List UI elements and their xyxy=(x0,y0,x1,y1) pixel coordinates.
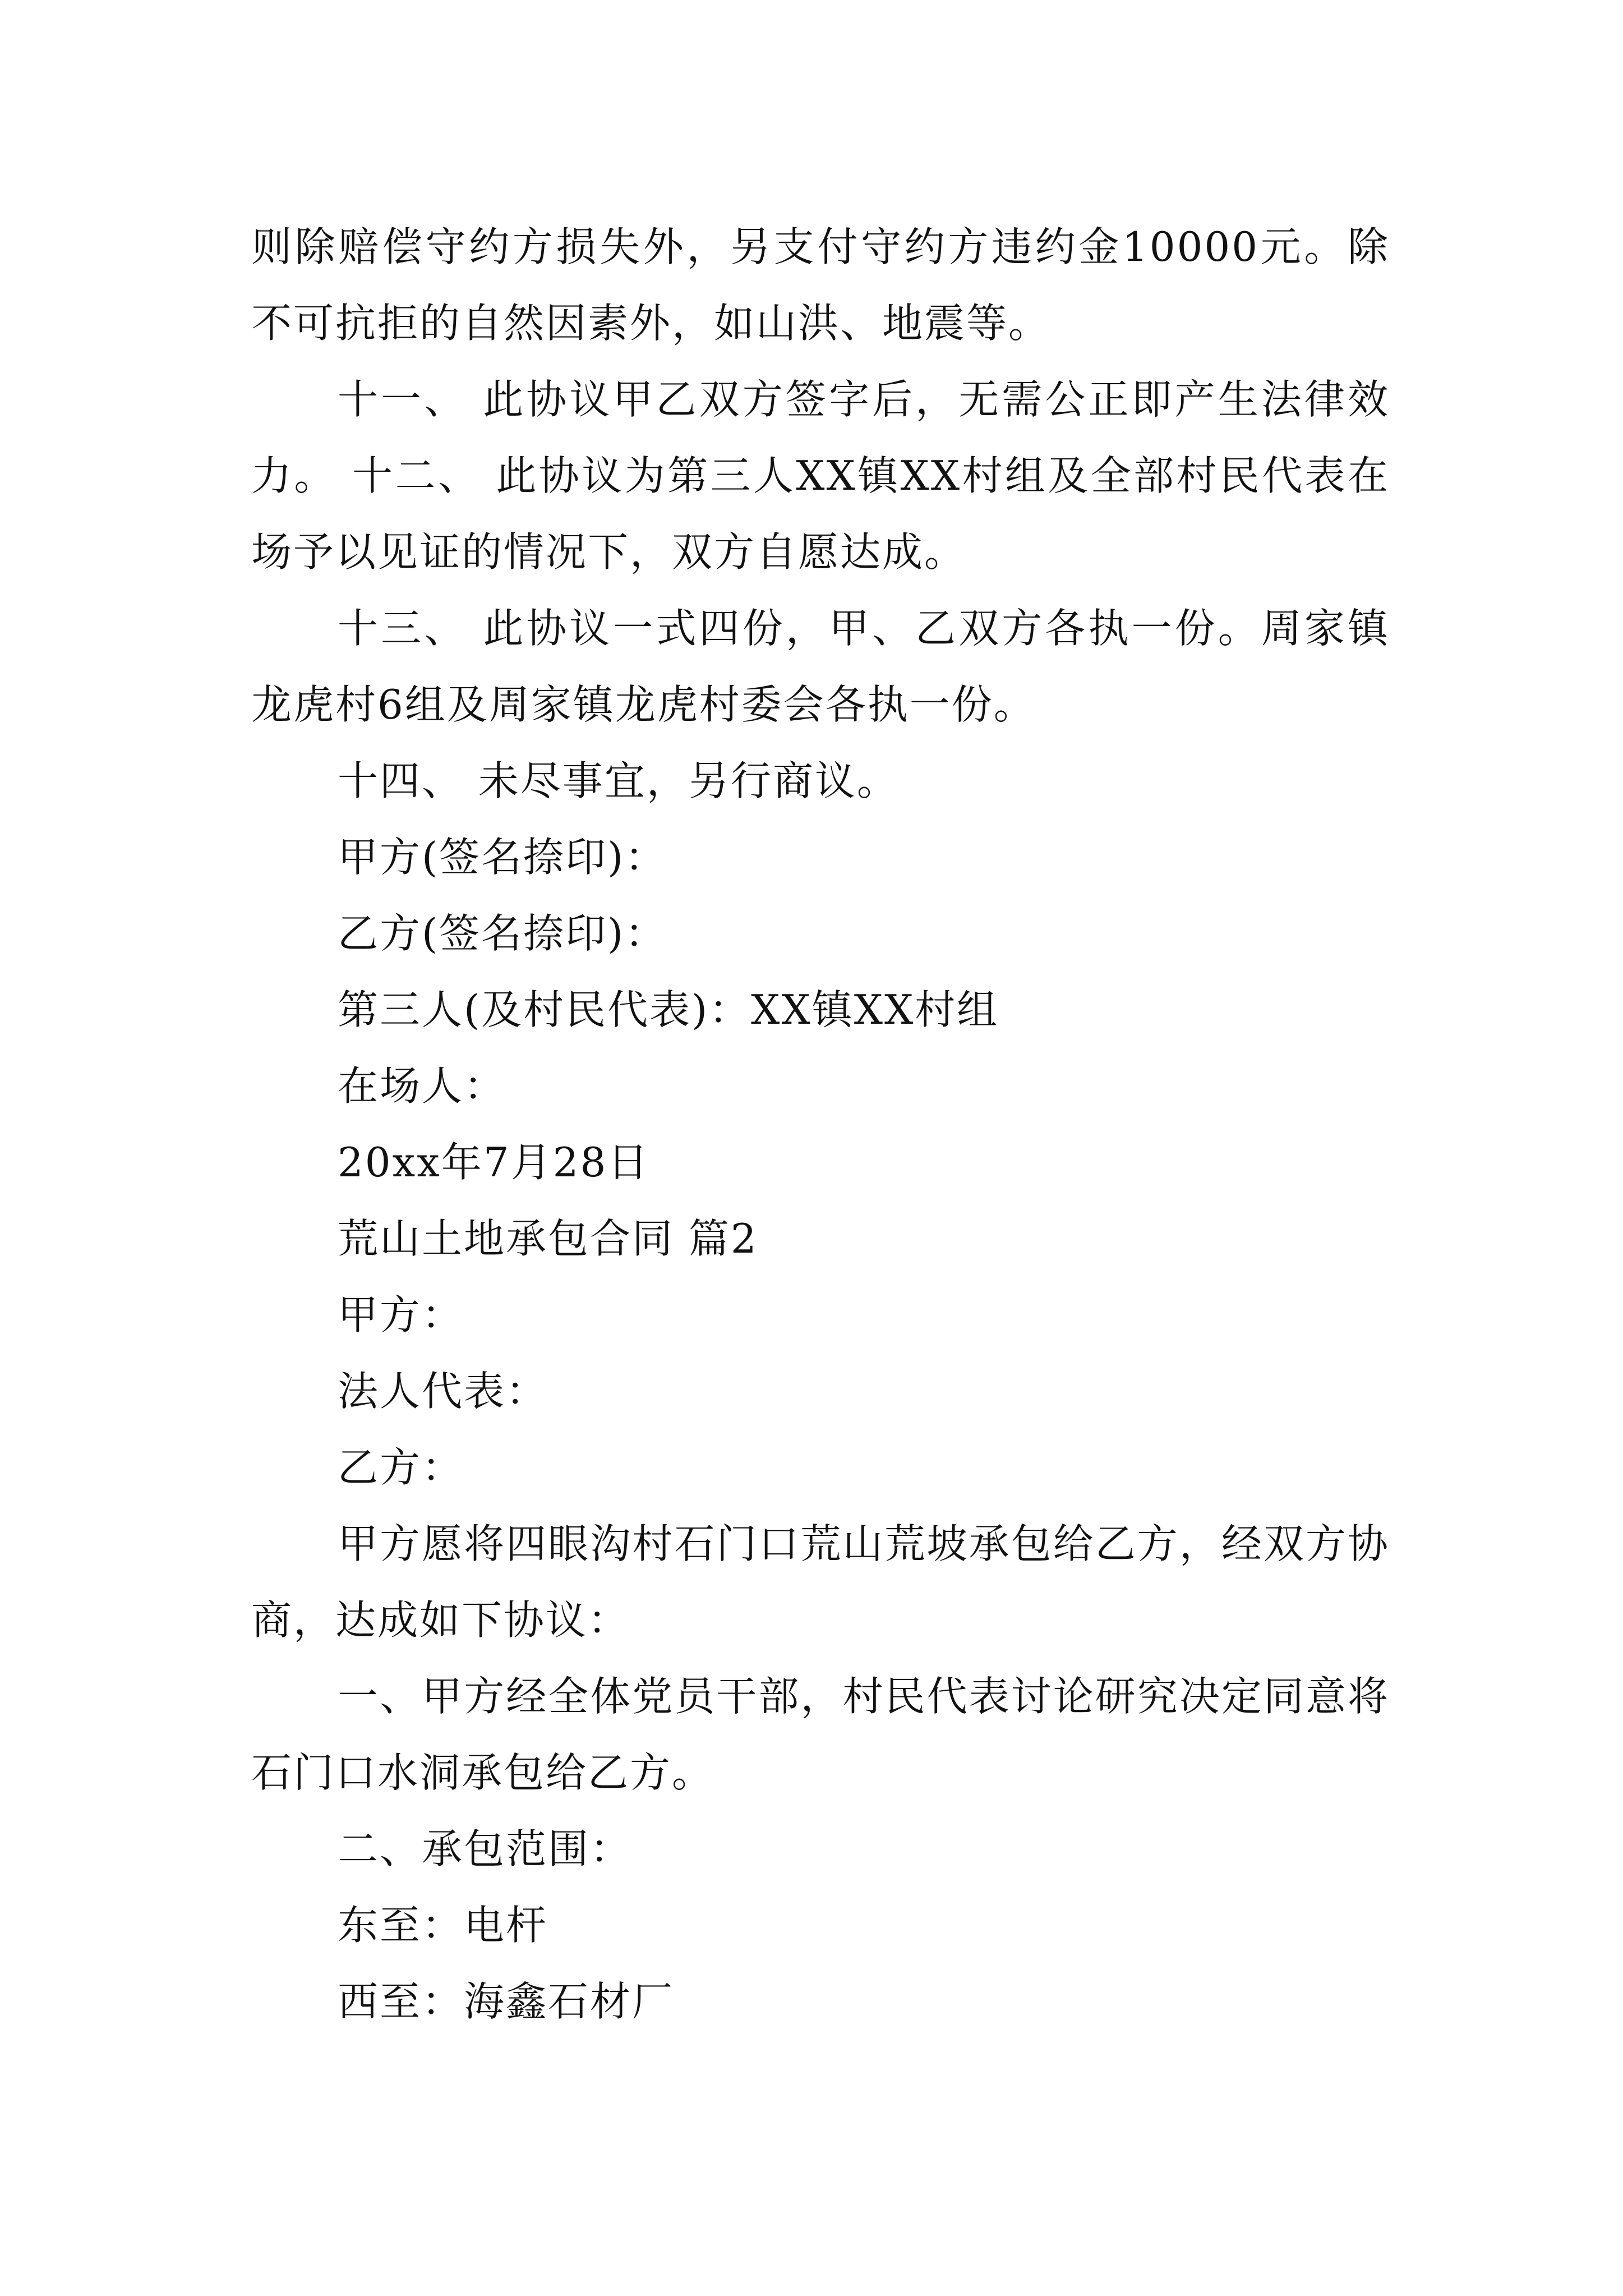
paragraph: 二、承包范围： xyxy=(338,1825,633,1872)
section-title: 荒山土地承包合同 篇2 xyxy=(338,1215,758,1262)
paragraph: 十一、 此协议甲乙双方签字后，无需公正即产生法律效力。 十二、 此协议为第三人XX镇XX村组及全部村民代表在场予以见证的情况下，双方自愿达成。 xyxy=(251,376,1390,576)
date-line: 20xx年7月28日 xyxy=(338,1139,650,1186)
paragraph: 甲方愿将四眼沟村石门口荒山荒坡承包给乙方，经双方协商，达成如下协议： xyxy=(251,1520,1390,1644)
boundary-east: 东至：电杆 xyxy=(338,1902,548,1949)
paragraph: 十三、 此协议一式四份，甲、乙双方各执一份。周家镇龙虎村6组及周家镇龙虎村委会各执一份。 xyxy=(251,605,1390,728)
signature-line-party-a: 甲方(签名捺印)： xyxy=(338,834,667,881)
signature-line-party-b: 乙方(签名捺印)： xyxy=(338,910,667,957)
paragraph: 则除赔偿守约方损失外，另支付守约方违约金10000元。除不可抗拒的自然因素外，如山洪、地震等。 xyxy=(251,223,1390,347)
paragraph: 十四、 未尽事宜，另行商议。 xyxy=(338,757,899,804)
party-b-line: 乙方： xyxy=(338,1444,464,1491)
document-body xyxy=(251,209,1390,2040)
paragraph: 一、甲方经全体党员干部，村民代表讨论研究决定同意将石门口水洞承包给乙方。 xyxy=(251,1673,1390,1796)
boundary-west: 西至：海鑫石材厂 xyxy=(338,1978,675,2025)
party-a-line: 甲方： xyxy=(338,1291,464,1338)
third-party-line: 第三人(及村民代表)：XX镇XX村组 xyxy=(338,986,999,1033)
witness-line: 在场人： xyxy=(338,1062,506,1110)
legal-representative-line: 法人代表： xyxy=(338,1368,548,1415)
